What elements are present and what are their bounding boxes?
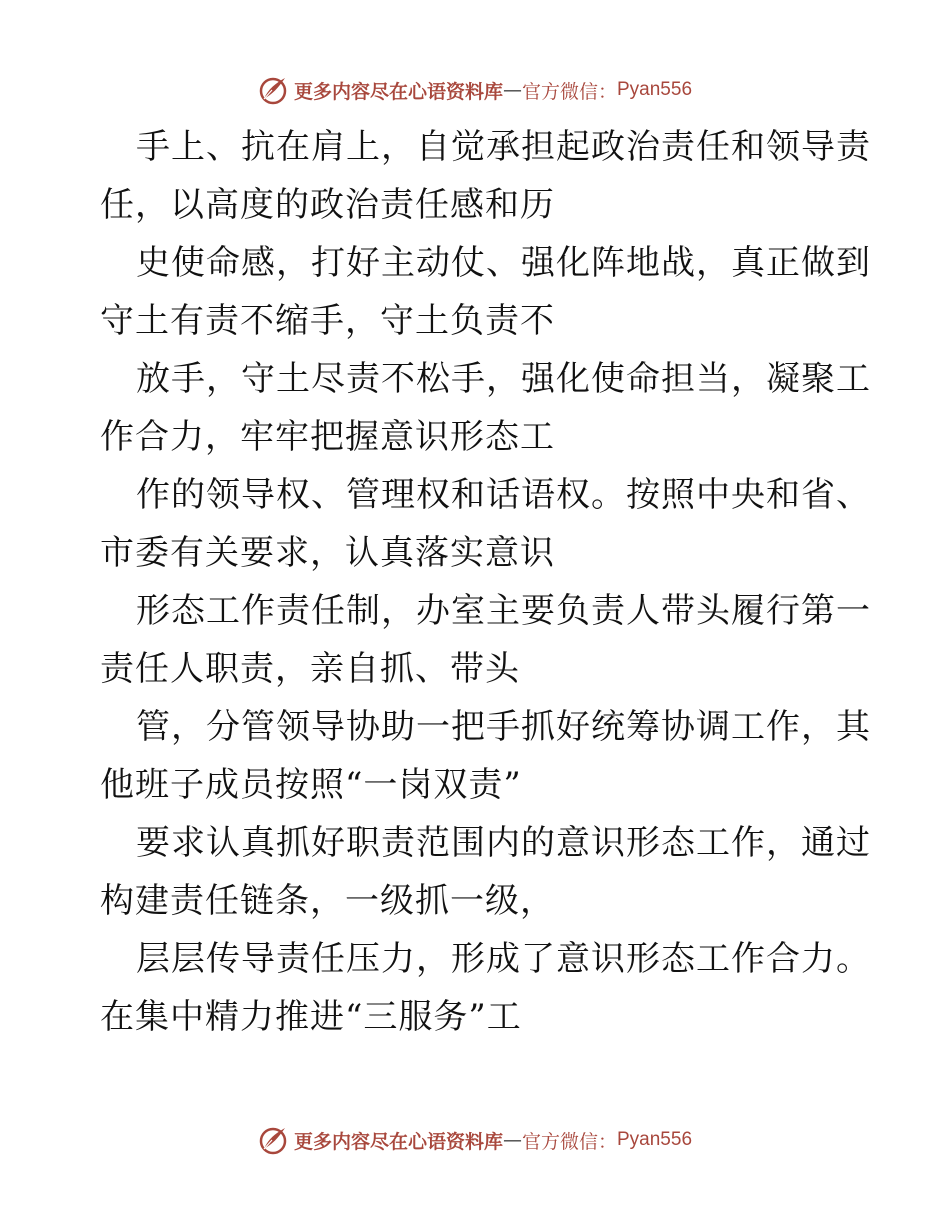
body-line: 史使命感，打好主动仗、强化阵地战，真正做到: [136, 243, 871, 283]
body-line: 要求认真抓好职责范围内的意识形态工作，通过: [136, 823, 871, 863]
body-line: 责任人职责，亲自抓、带头: [100, 649, 520, 689]
footer-banner-text: 更多内容尽在心语资料库: [293, 1130, 503, 1153]
footer-banner-dash: —: [502, 1129, 522, 1151]
footer-wechat-label: 官方微信：: [521, 1130, 617, 1153]
feather-quill-logo-icon: [258, 75, 288, 105]
body-line: 他班子成员按照“一岗双责”: [100, 765, 522, 805]
body-line: 手上、抗在肩上，自觉承担起政治责任和领导责: [136, 127, 871, 167]
body-line: 形态工作责任制，办室主要负责人带头履行第一: [136, 591, 871, 631]
header-wechat-label: 官方微信：: [521, 80, 617, 103]
body-line: 放手，守土尽责不松手，强化使命担当，凝聚工: [136, 359, 871, 399]
body-line: 构建责任链条，一级抓一级，: [100, 881, 555, 921]
document-body: [100, 118, 871, 1046]
body-line: 在集中精力推进“三服务”工: [100, 997, 522, 1037]
header-banner: [0, 70, 950, 110]
footer-wechat-id: Pyan556: [617, 1129, 693, 1150]
footer-banner: [0, 1120, 950, 1160]
header-banner-dash: —: [502, 79, 522, 101]
body-line: 管，分管领导协助一把手抓好统筹协调工作，其: [136, 707, 871, 747]
body-line: 市委有关要求，认真落实意识: [100, 533, 555, 573]
body-line: 作合力，牢牢把握意识形态工: [100, 417, 555, 457]
feather-quill-logo-icon: [258, 1125, 288, 1155]
body-line: 任，以高度的政治责任感和历: [100, 185, 555, 225]
body-line: 守土有责不缩手，守土负责不: [100, 301, 555, 341]
header-wechat-id: Pyan556: [617, 79, 693, 100]
body-line: 作的领导权、管理权和话语权。按照中央和省、: [136, 475, 871, 515]
body-line: 层层传导责任压力，形成了意识形态工作合力。: [136, 939, 871, 979]
header-banner-text: 更多内容尽在心语资料库: [293, 80, 503, 103]
